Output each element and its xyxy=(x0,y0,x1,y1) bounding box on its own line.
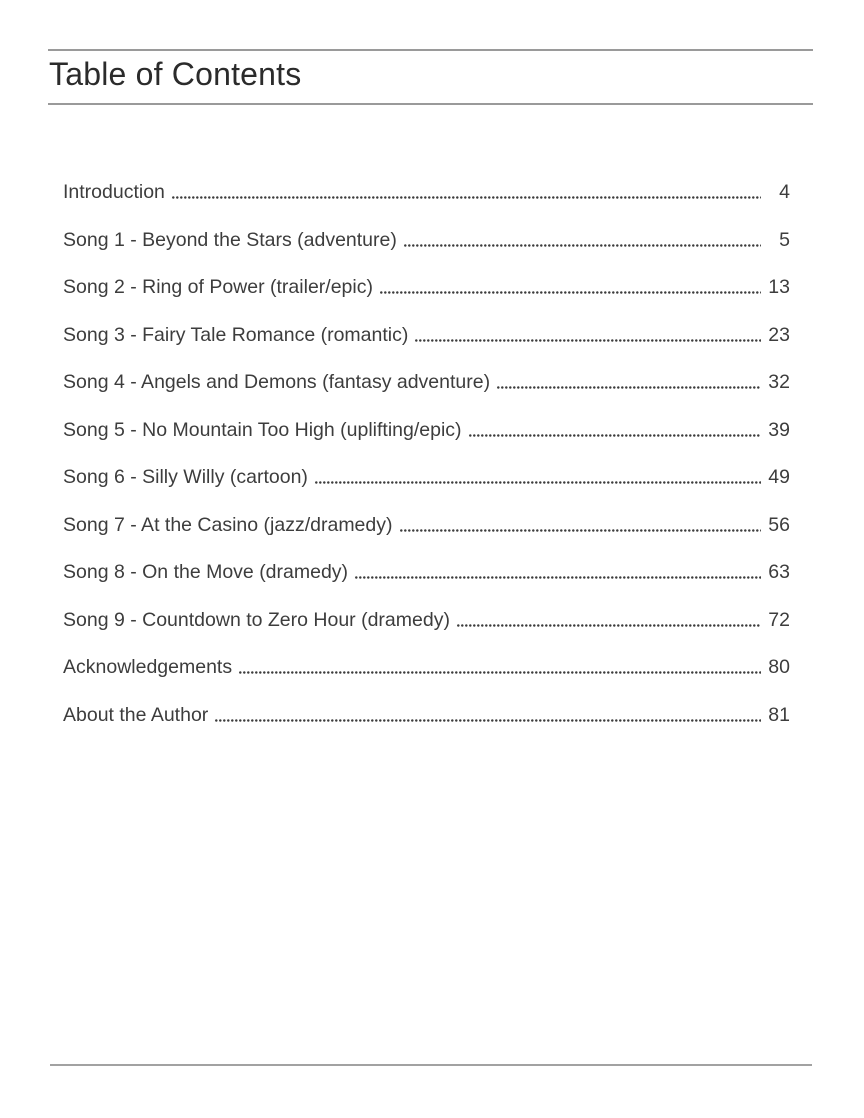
toc-entry xyxy=(63,312,790,360)
toc-entry-title: Song 5 - No Mountain Too High (uplifting/epic) xyxy=(63,418,462,441)
toc-entry xyxy=(63,217,790,265)
dot-leader xyxy=(457,624,761,627)
toc-entry-title: Song 6 - Silly Willy (cartoon) xyxy=(63,466,308,489)
toc-entry-page: 39 xyxy=(768,418,790,441)
toc-entry-page: 23 xyxy=(768,323,790,346)
dot-leader xyxy=(415,339,761,342)
toc-entry xyxy=(63,264,790,312)
footer-rule xyxy=(50,1064,812,1066)
toc-entry-title: Song 4 - Angels and Demons (fantasy adventure) xyxy=(63,371,491,394)
toc-entry-title: Song 3 - Fairy Tale Romance (romantic) xyxy=(63,323,409,346)
toc-entry-page: 32 xyxy=(768,371,790,394)
toc-entry xyxy=(63,169,790,217)
toc-entry-title: Song 8 - On the Move (dramedy) xyxy=(63,561,349,584)
dot-leader xyxy=(400,529,762,532)
toc-entry-page: 13 xyxy=(768,276,790,299)
toc-entry-page: 80 xyxy=(768,656,790,679)
toc-entry xyxy=(63,502,790,550)
toc-entry-title: Acknowledgements xyxy=(63,656,233,679)
toc-entry-title: About the Author xyxy=(63,703,209,726)
header-rule-bottom xyxy=(48,103,813,105)
dot-leader xyxy=(497,386,761,389)
toc-entry-page: 4 xyxy=(779,181,790,204)
toc-entry-title: Song 7 - At the Casino (jazz/dramedy) xyxy=(63,513,393,536)
toc-entry-title: Song 9 - Countdown to Zero Hour (dramedy) xyxy=(63,608,450,631)
toc-entry-page: 72 xyxy=(768,608,790,631)
dot-leader xyxy=(215,719,761,722)
dot-leader xyxy=(239,671,761,674)
header-rule-top xyxy=(48,49,813,51)
dot-leader xyxy=(404,244,761,247)
table-of-contents xyxy=(63,169,790,739)
toc-entry-title: Introduction xyxy=(63,181,165,204)
toc-entry xyxy=(63,407,790,455)
dot-leader xyxy=(172,196,761,199)
toc-entry-page: 56 xyxy=(768,513,790,536)
toc-entry xyxy=(63,692,790,740)
dot-leader xyxy=(315,481,761,484)
dot-leader xyxy=(469,434,761,437)
toc-entry xyxy=(63,359,790,407)
page-title: Table of Contents xyxy=(49,56,302,92)
toc-entry-page: 49 xyxy=(768,466,790,489)
dot-leader xyxy=(355,576,761,579)
toc-entry-title: Song 1 - Beyond the Stars (adventure) xyxy=(63,228,397,251)
toc-entry xyxy=(63,644,790,692)
toc-entry-page: 5 xyxy=(779,228,790,251)
toc-entry-page: 63 xyxy=(768,561,790,584)
toc-entry xyxy=(63,549,790,597)
toc-entry xyxy=(63,597,790,645)
toc-entry-page: 81 xyxy=(768,703,790,726)
toc-entry xyxy=(63,454,790,502)
dot-leader xyxy=(380,291,761,294)
toc-entry-title: Song 2 - Ring of Power (trailer/epic) xyxy=(63,276,373,299)
